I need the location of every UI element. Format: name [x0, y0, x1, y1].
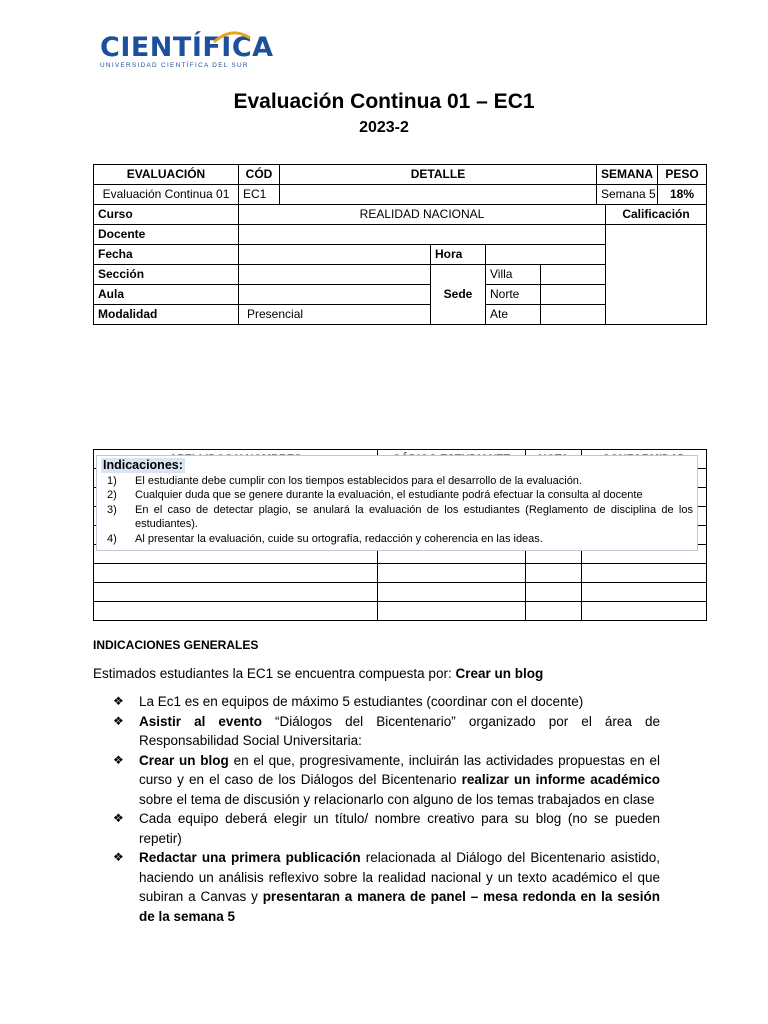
sede-ate-check[interactable]	[541, 305, 606, 325]
header-semana: SEMANA	[597, 165, 658, 185]
table-row	[94, 165, 707, 185]
hora-field[interactable]	[486, 245, 606, 265]
sede-ate: Ate	[486, 305, 541, 325]
table-row	[94, 225, 707, 245]
header-cod: CÓD	[239, 165, 280, 185]
calificacion-field[interactable]	[606, 225, 707, 325]
table-row	[94, 564, 707, 583]
sede-label: Sede	[431, 265, 486, 325]
docente-label: Docente	[94, 225, 239, 245]
general-section-title: INDICACIONES GENERALES	[93, 638, 259, 652]
logo-wordmark: CIENTÍFICA	[100, 32, 274, 63]
fecha-label: Fecha	[94, 245, 239, 265]
cell-semana: Semana 5	[597, 185, 658, 205]
diamond-bullet-icon: ❖	[113, 752, 124, 767]
cell-detalle[interactable]	[280, 185, 597, 205]
sede-villa: Villa	[486, 265, 541, 285]
list-item: ❖ Crear un blog en el que, progresivamente, incluirán las actividades propuestas en el curso y en el caso de los Diálogos del Bicentenario realizar un informe académico sobre el tema de discusión y relacionarlo con alguno de los temas trabajados en clase	[113, 751, 660, 810]
sede-villa-check[interactable]	[541, 265, 606, 285]
cell-cod: EC1	[239, 185, 280, 205]
list-item: 3) En el caso de detectar plagio, se anulará la evaluación de los estudiantes (Reglamento de disciplina de los estudiantes).	[107, 503, 693, 530]
modalidad-label: Modalidad	[94, 305, 239, 325]
list-item: 4) Al presentar la evaluación, cuide su ortografía, redacción y coherencia en las ideas.	[107, 532, 543, 545]
document-subtitle: 2023-2	[359, 119, 409, 136]
list-item: 2) Cualquier duda que se genere durante la evaluación, el estudiante podrá efectuar la consulta al docente	[107, 489, 643, 501]
indicaciones-title: Indicaciones:	[103, 458, 183, 472]
header-evaluacion: EVALUACIÓN	[94, 165, 239, 185]
seccion-label: Sección	[94, 265, 239, 285]
header-detalle: DETALLE	[280, 165, 597, 185]
curso-label: Curso	[94, 205, 239, 225]
aula-label: Aula	[94, 285, 239, 305]
curso-value: REALIDAD NACIONAL	[239, 205, 606, 225]
sede-norte-check[interactable]	[541, 285, 606, 305]
list-item: ❖ Redactar una primera publicación relacionada al Diálogo del Bicentenario asistido, haciendo un análisis reflexivo sobre la realidad nacional y un texto académico el que subiran a Canvas y presentaran a manera de panel – mesa redonda en la sesión de la semana 5	[113, 848, 660, 926]
list-item: 1) El estudiante debe cumplir con los tiempos establecidos para el desarrollo de la evaluación.	[107, 474, 582, 487]
general-bullets	[113, 692, 660, 926]
logo-subtitle: UNIVERSIDAD CIENTÍFICA DEL SUR	[100, 62, 249, 69]
modalidad-value: Presencial	[239, 305, 431, 325]
cell-evaluacion: Evaluación Continua 01	[94, 185, 239, 205]
calificacion-label: Calificación	[606, 205, 707, 225]
header-peso: PESO	[658, 165, 707, 185]
university-logo	[100, 34, 274, 69]
course-info-table	[93, 204, 707, 325]
document-title: Evaluación Continua 01 – EC1	[233, 90, 535, 113]
table-row	[94, 205, 707, 225]
diamond-bullet-icon: ❖	[113, 850, 124, 864]
diamond-bullet-icon: ❖	[113, 694, 124, 708]
sede-norte: Norte	[486, 285, 541, 305]
indicaciones-list	[101, 474, 693, 547]
fecha-field[interactable]	[239, 245, 431, 265]
list-item: ❖ Cada equipo deberá elegir un título/ nombre creativo para su blog (no se pueden repetir)	[113, 809, 660, 848]
seccion-field[interactable]	[239, 265, 431, 285]
logo-arc-icon	[212, 29, 252, 43]
evaluation-header-table	[93, 164, 707, 205]
hora-label: Hora	[431, 245, 486, 265]
table-row	[94, 583, 707, 602]
docente-field[interactable]	[239, 225, 606, 245]
aula-field[interactable]	[239, 285, 431, 305]
indicaciones-box	[96, 455, 698, 551]
list-item: ❖ La Ec1 es en equipos de máximo 5 estudiantes (coordinar con el docente)	[113, 692, 660, 712]
diamond-bullet-icon: ❖	[113, 713, 124, 728]
table-row	[94, 185, 707, 205]
diamond-bullet-icon: ❖	[113, 811, 124, 825]
cell-peso: 18%	[658, 185, 707, 205]
list-item: ❖ Asistir al evento “Diálogos del Bicentenario” organizado por el área de Responsabilidad Social Universitaria:	[113, 712, 660, 751]
table-row	[94, 602, 707, 621]
general-intro: Estimados estudiantes la EC1 se encuentra compuesta por: Crear un blog	[93, 666, 544, 681]
